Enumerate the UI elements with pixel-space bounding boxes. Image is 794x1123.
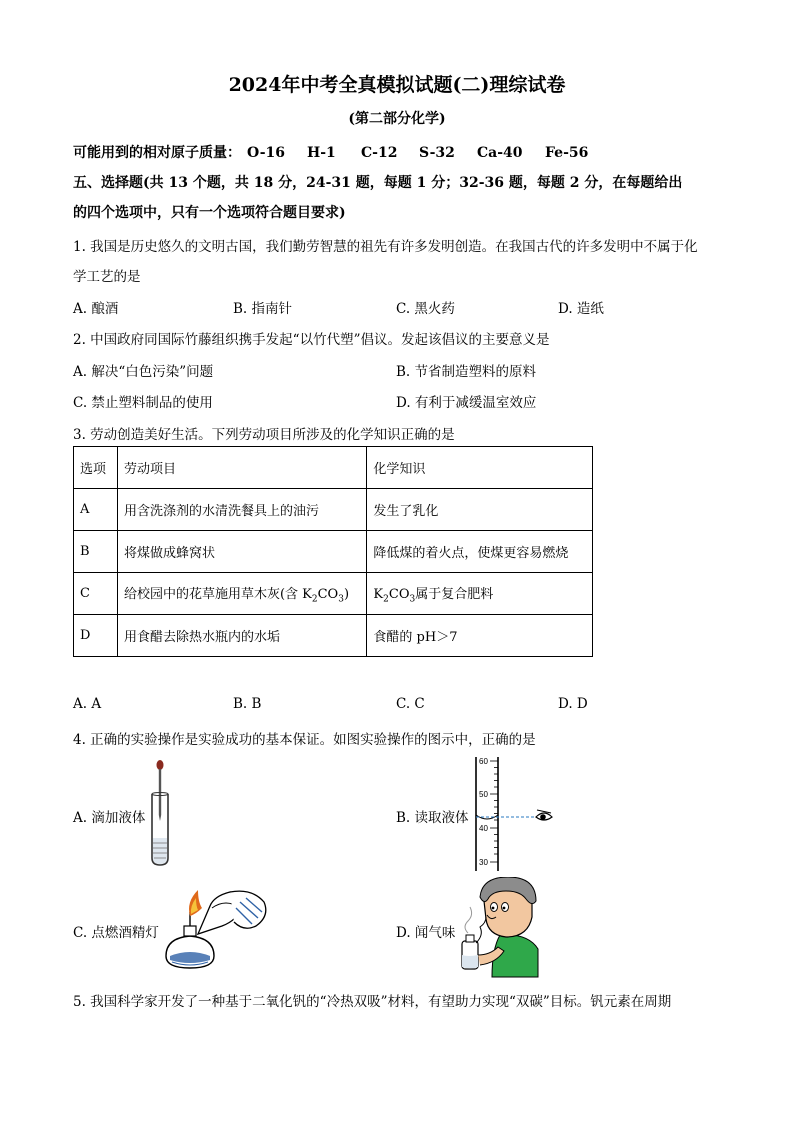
q4-stem: 4. 正确的实验操作是实验成功的基本保证。如图实验操作的图示中，正确的是: [73, 732, 536, 748]
graduated-cylinder-figure: [474, 755, 556, 873]
section-heading-line1: 五、选择题(共 13 个题，共 18 分，24-31 题，每题 1 分；32-36 题，每题 2 分，在每题给出: [73, 175, 683, 191]
table-cell-item: 将煤做成蜂窝状: [117, 531, 366, 573]
text-part: CO: [388, 586, 410, 602]
atomic-masses: [73, 142, 733, 162]
tick-label: 60: [479, 757, 488, 766]
subscript: 3: [338, 594, 344, 605]
table-cell-key: A: [74, 489, 118, 531]
dropper-bulb: [157, 760, 164, 770]
q1-stem-line1: 1. 我国是历史悠久的文明古国，我们勤劳智慧的祖先有许多发明创造。在我国古代的许多发明中不属于化: [73, 239, 698, 255]
table-cell-knowledge: 降低煤的着火点，使煤更容易燃烧: [367, 531, 593, 573]
table-cell-item: [117, 573, 366, 615]
tick-label: 30: [479, 858, 488, 867]
q1-option-a[interactable]: A. 酿酒: [73, 301, 119, 317]
mass-item: S-32: [419, 145, 455, 161]
q1-stem-line2: 学工艺的是: [73, 269, 141, 285]
table-row: [74, 573, 593, 615]
q5-stem: 5. 我国科学家开发了一种基于二氧化钒的“冷热双吸”材料，有望助力实现“双碳”目标。钒元素在周期: [73, 994, 672, 1010]
q2-option-a[interactable]: A. 解决“白色污染”问题: [73, 364, 214, 380]
table-header-row: [74, 447, 593, 489]
dropper-test-tube-figure: [143, 758, 177, 868]
q4-option-a[interactable]: A. 滴加液体: [73, 810, 146, 826]
table-cell-key: C: [74, 573, 118, 615]
q3-option-a[interactable]: A. A: [73, 696, 102, 712]
mass-item: Ca-40: [477, 145, 523, 161]
q3-option-c[interactable]: C. C: [396, 696, 425, 712]
table-row: [74, 531, 593, 573]
q4-option-d[interactable]: D. 闻气味: [396, 925, 456, 941]
vapor-lines: [465, 907, 472, 933]
text-part: ): [343, 586, 350, 602]
section-heading-line2: 的四个选项中，只有一个选项符合题目要求): [73, 205, 346, 221]
q4-option-b[interactable]: B. 读取液体: [396, 810, 469, 826]
table-cell-knowledge: 食醋的 pH＞7: [367, 615, 593, 657]
subscript: 3: [409, 594, 416, 605]
atomic-masses-label: 可能用到的相对原子质量：: [73, 145, 241, 161]
q2-stem: 2. 中国政府同国际竹藤组织携手发起“以竹代塑”倡议。发起该倡议的主要意义是: [73, 332, 550, 348]
table-header-cell: 化学知识: [367, 447, 593, 489]
text-part: 属于复合肥料: [415, 586, 494, 602]
q1-option-b[interactable]: B. 指南针: [233, 301, 293, 317]
table-cell-key: D: [74, 615, 118, 657]
tick-label: 40: [479, 824, 488, 833]
q2-option-d[interactable]: D. 有利于减缓温室效应: [396, 395, 537, 411]
q1-option-c[interactable]: C. 黑火药: [396, 301, 455, 317]
table-row: [74, 489, 593, 531]
page-subtitle: (第二部分化学): [348, 111, 446, 127]
q3-option-d[interactable]: D. D: [558, 696, 588, 712]
mass-item: Fe-56: [545, 145, 589, 161]
q1-option-d[interactable]: D. 造纸: [558, 301, 604, 317]
subscript: 2: [383, 594, 389, 605]
alcohol-lamp-figure: [160, 882, 278, 972]
q3-table: [73, 446, 593, 657]
tick-label: 50: [479, 790, 488, 799]
subscript: 2: [311, 594, 318, 605]
table-header-cell: 选项: [74, 447, 118, 489]
mass-item: H-1: [307, 145, 336, 161]
text-part: K: [373, 586, 384, 602]
mass-item: C-12: [361, 145, 398, 161]
q3-stem: 3. 劳动创造美好生活。下列劳动项目所涉及的化学知识正确的是: [73, 427, 455, 443]
table-cell-knowledge: 发生了乳化: [367, 489, 593, 531]
table-cell-key: B: [74, 531, 118, 573]
table-cell-item: 用含洗涤剂的水清洗餐具上的油污: [117, 489, 366, 531]
text-part: 给校园中的花草施用草木灰(含 K: [123, 586, 312, 602]
q2-option-c[interactable]: C. 禁止塑料制品的使用: [73, 395, 213, 411]
table-cell-knowledge: [367, 573, 593, 615]
page-title: 2024年中考全真模拟试题(二)理综试卷: [228, 74, 566, 96]
q2-option-b[interactable]: B. 节省制造塑料的原料: [396, 364, 537, 380]
q4-option-c[interactable]: C. 点燃酒精灯: [73, 925, 159, 941]
smelling-gas-figure: [458, 877, 540, 979]
text-part: CO: [317, 586, 339, 602]
table-row: [74, 615, 593, 657]
table-header-cell: 劳动项目: [117, 447, 366, 489]
table-cell-item: 用食醋去除热水瓶内的水垢: [117, 615, 366, 657]
q3-option-b[interactable]: B. B: [233, 696, 262, 712]
mass-item: O-16: [247, 145, 286, 161]
